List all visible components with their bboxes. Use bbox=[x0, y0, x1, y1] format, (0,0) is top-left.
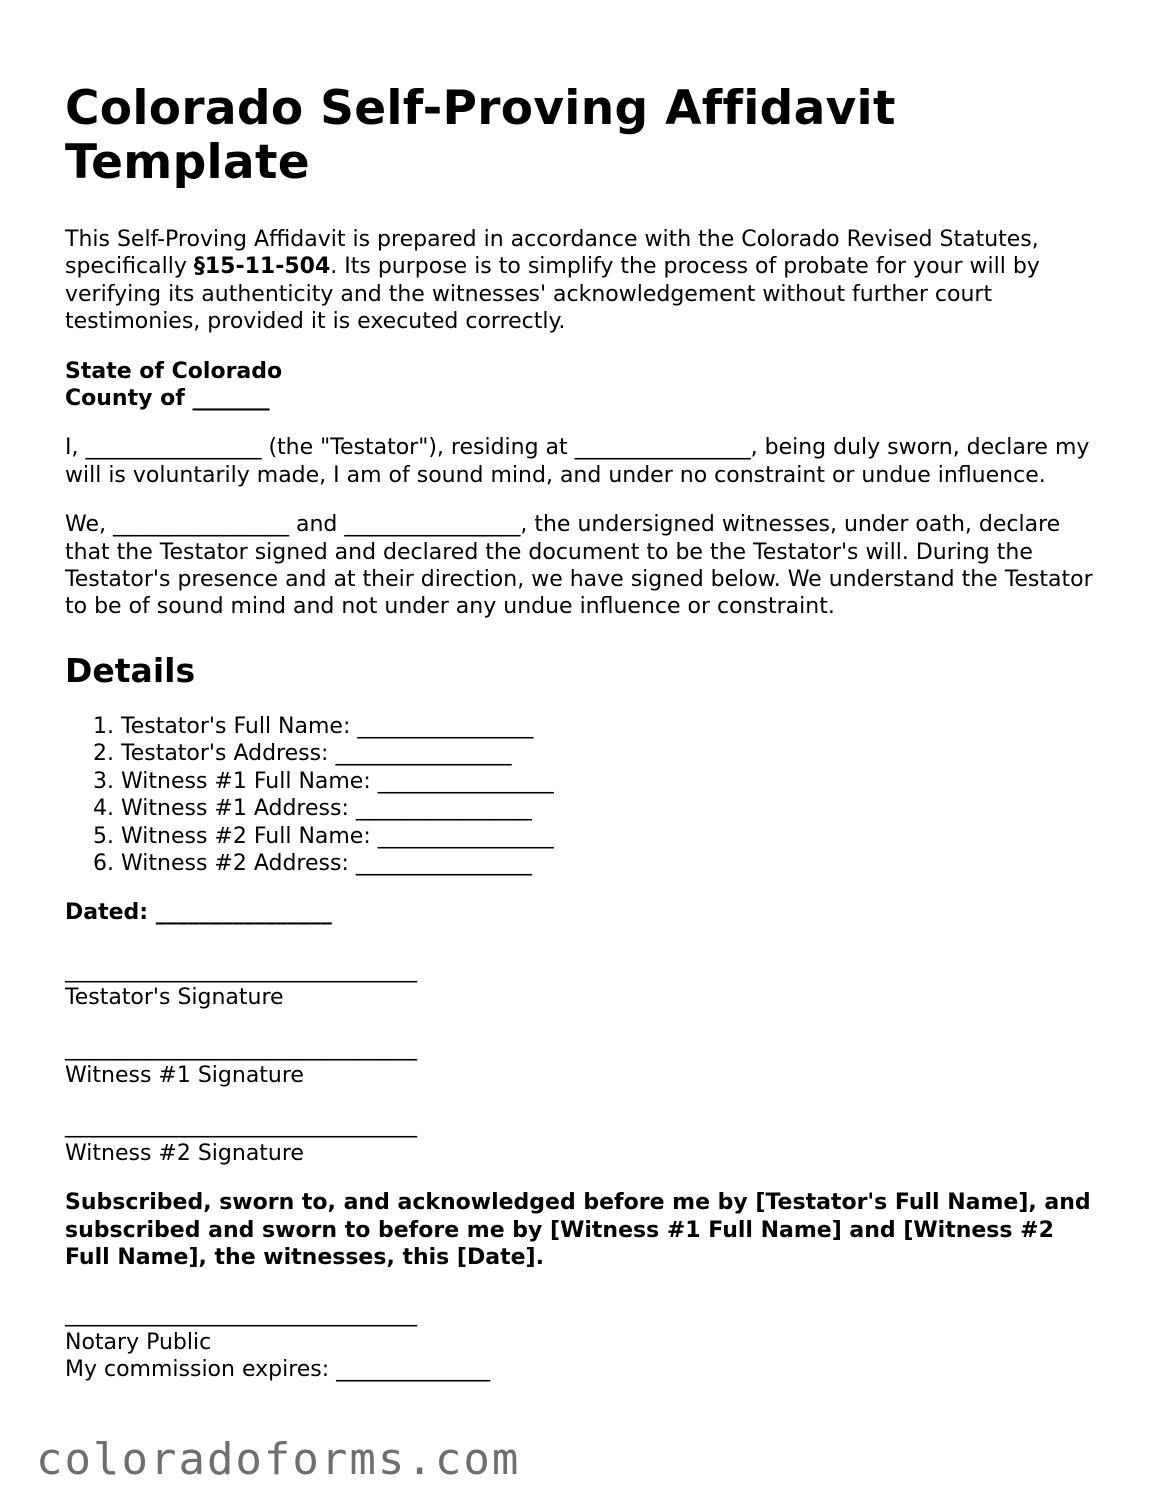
commission-expires-line: My commission expires: ______________ bbox=[65, 1357, 491, 1383]
intro-text-after: . Its purpose is to simplify the process of probate for your will by verifying its authenticity and the witnesses' acknowledgement without further court testimonies, provided it is executed correctly. bbox=[65, 254, 1040, 335]
signature-line: ________________________________ bbox=[65, 1035, 417, 1061]
testator-signature-block bbox=[65, 957, 1105, 1012]
witness2-signature-label: Witness #2 Signature bbox=[65, 1140, 304, 1166]
witness1-signature-label: Witness #1 Signature bbox=[65, 1062, 304, 1088]
signature-line: ________________________________ bbox=[65, 957, 417, 983]
witness1-signature-block bbox=[65, 1035, 1105, 1090]
watermark-text: coloradoforms.com bbox=[36, 1434, 521, 1485]
signature-line: ________________________________ bbox=[65, 1113, 417, 1139]
venue-block bbox=[65, 358, 1105, 413]
detail-item-testator-address: 2. Testator's Address: ________________ bbox=[121, 740, 1105, 767]
detail-item-witness2-address: 6. Witness #2 Address: ________________ bbox=[121, 850, 1105, 877]
witness2-signature-block bbox=[65, 1112, 1105, 1167]
statute-reference: §15-11-504 bbox=[193, 254, 331, 280]
details-heading: Details bbox=[65, 650, 196, 690]
testator-signature-label: Testator's Signature bbox=[65, 985, 284, 1011]
detail-item-witness1-name: 3. Witness #1 Full Name: ________________ bbox=[121, 768, 1105, 795]
document-page bbox=[65, 82, 1105, 1384]
county-line: County of _______ bbox=[65, 386, 270, 412]
detail-item-testator-name: 1. Testator's Full Name: ________________ bbox=[121, 713, 1105, 740]
detail-item-witness2-name: 5. Witness #2 Full Name: ________________ bbox=[121, 823, 1105, 850]
notary-signature-block bbox=[65, 1301, 1105, 1383]
witness-declaration: We, ________________ and ________________, the undersigned witnesses, under oath, declare that the Testator signed and declared the document to be the Testator's will. During the Testator's presence and at their direction, we have signed below. We understand the Testator to be of sound mind and not under any undue influence or constraint. bbox=[65, 512, 1093, 620]
notary-statement: Subscribed, sworn to, and acknowledged before me by [Testator's Full Name], and subscribed and sworn to before me by [Witness #1 Full Name] and [Witness #2 Full Name], the witnesses, this [Date]. bbox=[65, 1190, 1091, 1270]
details-list bbox=[65, 713, 1105, 877]
notary-public-label: Notary Public bbox=[65, 1329, 212, 1355]
testator-declaration: I, ________________ (the "Testator"), residing at ________________, being duly sworn, declare my will is voluntarily made, I am of sound mind, and under no constraint or undue influence. bbox=[65, 435, 1090, 488]
document-title: Colorado Self-Proving Affidavit Template bbox=[65, 81, 896, 190]
state-line: State of Colorado bbox=[65, 358, 283, 384]
dated-line: Dated: ________________ bbox=[65, 900, 332, 926]
signature-line: ________________________________ bbox=[65, 1302, 417, 1328]
intro-paragraph bbox=[65, 226, 1105, 336]
intro-text-before: This Self-Proving Affidavit is prepared in accordance with the Colorado Revised Statutes, specifically bbox=[65, 227, 1039, 280]
detail-item-witness1-address: 4. Witness #1 Address: ________________ bbox=[121, 795, 1105, 822]
